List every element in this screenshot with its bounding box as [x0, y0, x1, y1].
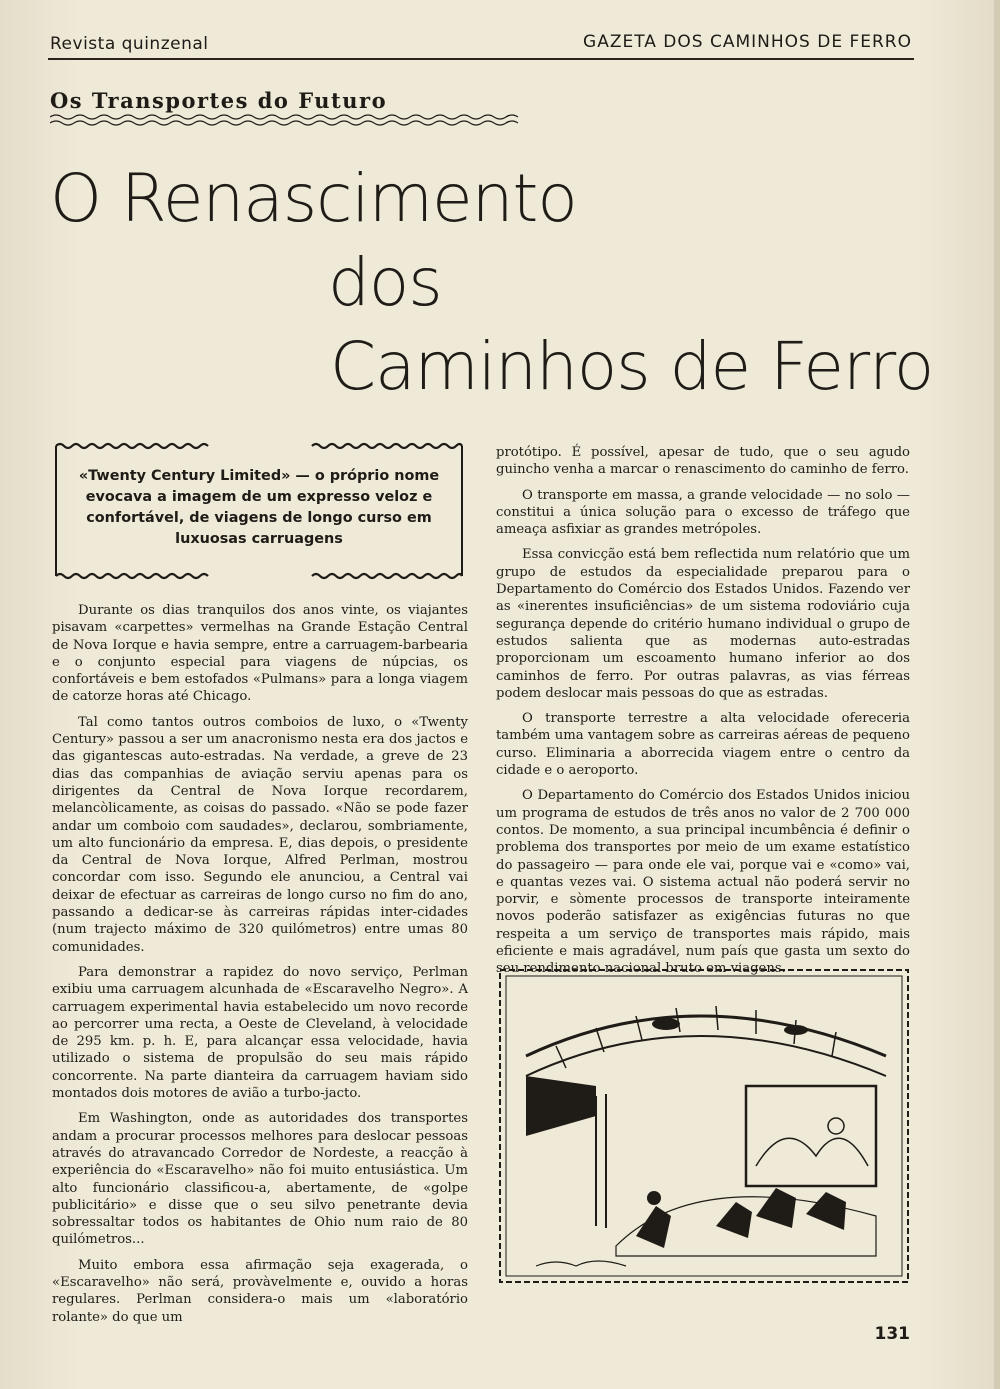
scan-edge [994, 0, 1000, 1389]
title-line-3: Caminhos de Ferro [330, 328, 934, 405]
right-paragraph-1: protótipo. É possível, apesar de tudo, que o seu agudo guincho venha a marcar o renascimento do caminho de ferro. [496, 445, 910, 478]
pullquote-text: «Twenty Century Limited» — o próprio nome evocava a imagem de um expresso veloz e confortável, de viagens de longo curso em luxuosas carruagens [78, 468, 440, 547]
train-interior-illustration [496, 966, 912, 1286]
page-number: 131 [874, 1324, 910, 1344]
right-paragraph-5: O Departamento do Comércio dos Estados Unidos iniciou um programa de estudos de três anos no valor de 2 700 000 contos. De momento, a sua principal incumbência é definir o problema dos transportes por meio de um exame estatístico do passageiro — para onde ele vai, porque vai e «como» vai, e quantas vezes vai. O sistema actual não poderá servir no porvir, e sòmente processos de transporte inteiramente novos poderão satisfazer as exigências futuras no que respeita a um serviço de transportes mais rápido, mais eficiente e mais agradável, num país que gasta um sexto do seu rendimento nacional bruto em viagens. [496, 788, 910, 977]
title-line-2: dos [328, 244, 442, 321]
pullquote-box [50, 440, 468, 582]
kicker-wave-ornament [50, 113, 524, 127]
running-header-left: Revista quinzenal [50, 34, 209, 54]
left-paragraph-1: Durante os dias tranquilos dos anos vinte, os viajantes pisavam «carpettes» vermelhas na Grande Estação Central de Nova Iorque e havia sempre, entre a carruagem-barbearia e o conjunto especial para viagens de núpcias, os confortáveis e bem estofados «Pulmans» para a longa viagem de catorze horas até Chicago. [52, 603, 468, 705]
right-paragraph-4: O transporte terrestre a alta velocidade ofereceria também uma vantagem sobre as carreiras aéreas de pequeno curso. Eliminaria a aborrecida viagem entre o centro da cidade e o aeroporto. [496, 711, 910, 779]
left-paragraph-4: Em Washington, onde as autoridades dos transportes andam a procurar processos melhores para deslocar pessoas através do atravancado Corredor de Nordeste, a reacção à experiência do «Escaravelho» não foi muito entusiástica. Um alto funcionário classificou-a, abertamente, de «golpe publicitário» e disse que o seu silvo penetrante devia sobressaltar todos os habitantes de Ohio num raio de 80 quilómetros... [52, 1111, 468, 1248]
left-paragraph-2: Tal como tantos outros comboios de luxo, o «Twenty Century» passou a ser um anacronismo nesta era dos jactos e das gigantescas auto-estradas. Na verdade, a greve de 23 dias das companhias de aviação serviu apenas para os dirigentes da Central de Nova Iorque recordarem, melancòlicamente, as coisas do passado. «Não se pode fazer andar um comboio com saudades», declarou, sombriamente, um alto funcionário da empresa. E, dias depois, o presidente da Central de Nova Iorque, Alfred Perlman, mostrou concordar com isso. Segundo ele anunciou, a Central vai deixar de efectuar as carreiras de longo curso no fim do ano, passando a dedicar-se às carreiras rápidas inter-cidades (num trajecto máximo de 320 quilómetros) entre umas 80 comunidades. [52, 714, 468, 955]
left-paragraph-3: Para demonstrar a rapidez do novo serviço, Perlman exibiu uma carruagem alcunhada de «Escaravelho Negro». A carruagem experimental havia estabelecido um novo recorde ao percorrer uma recta, a Oeste de Cleveland, à velocidade de 295 km. p. h. E, para alcançar essa velocidade, havia utilizado o sistema de propulsão do seu mais rápido concorrente. Na parte dianteira da carruagem haviam sido montados dois motores de avião a turbo-jacto. [52, 964, 468, 1102]
left-column [52, 602, 468, 1334]
right-column [496, 444, 910, 986]
left-paragraph-5: Muito embora essa afirmação seja exagerada, o «Escaravelho» não será, provàvelmente e, ouvido a horas regulares. Perlman considera-o mais um «laboratório rolante» do que um [52, 1257, 468, 1325]
section-kicker: Os Transportes do Futuro [50, 88, 388, 113]
running-header-right: GAZETA DOS CAMINHOS DE FERRO [583, 32, 912, 52]
title-line-1: O Renascimento [50, 160, 577, 237]
header-rule [48, 58, 914, 60]
right-paragraph-2: O transporte em massa, a grande velocidade — no solo — constitui a única solução para o excesso de tráfego que ameaça asfixiar as grandes metrópoles. [496, 487, 910, 538]
right-paragraph-3: Essa convicção está bem reflectida num relatório que um grupo de estudos da especialidade preparou para o Departamento do Comércio dos Estados Unidos. Fazendo ver as «inerentes insuficiências» de um sistema rodoviário cuja segurança depende do critério humano individual o grupo de estudos salienta que as modernas auto-estradas proporcionam um escoamento humano inferior ao dos caminhos de ferro. Por outras palavras, as vias férreas podem deslocar mais pessoas do que as estradas. [496, 547, 910, 701]
